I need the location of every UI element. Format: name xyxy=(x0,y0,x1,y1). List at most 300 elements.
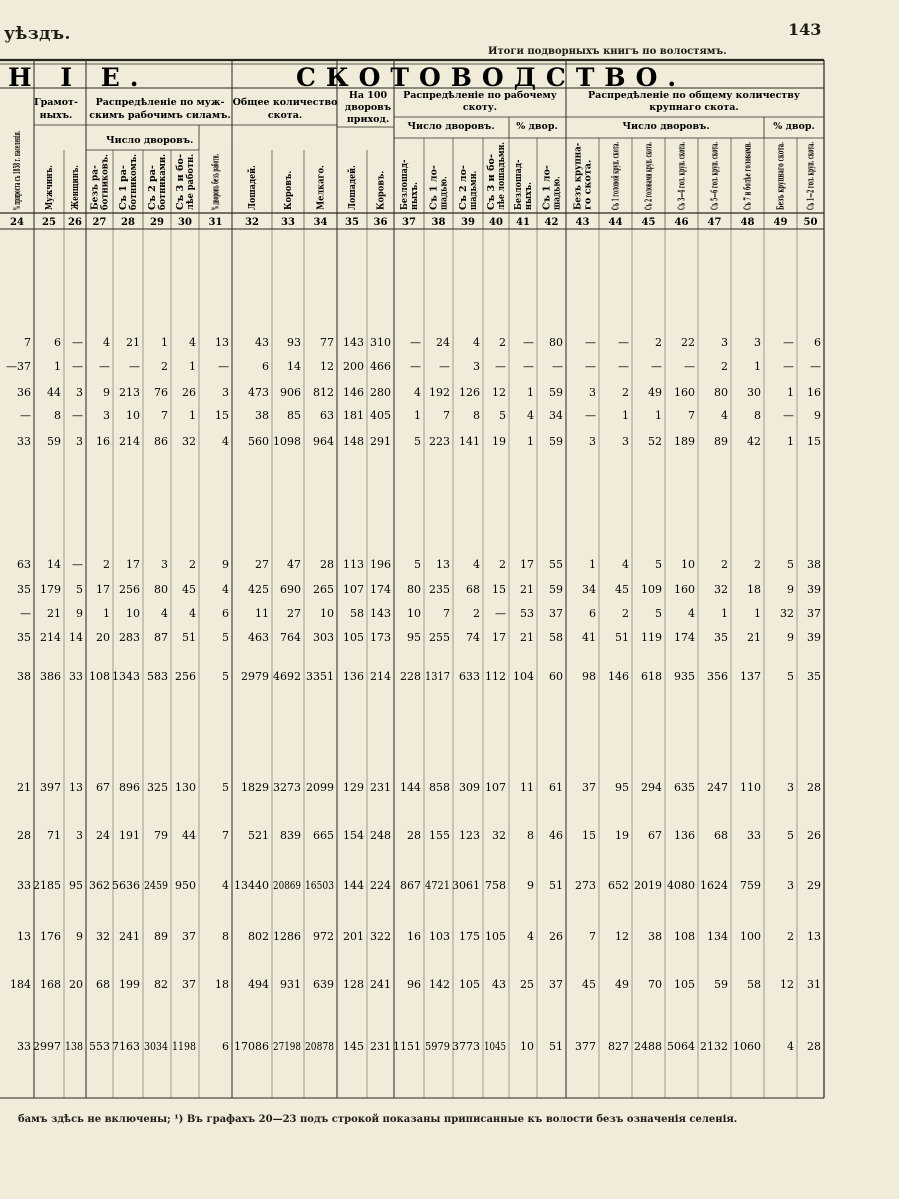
table-cell: 38 xyxy=(807,558,821,571)
table-cell: 3034 xyxy=(144,1040,168,1053)
table-cell: 70 xyxy=(648,978,662,991)
table-cell: 896 xyxy=(119,781,140,794)
table-cell: 5 xyxy=(76,583,83,596)
table-cell: 37 xyxy=(807,607,821,620)
table-cell: 21 xyxy=(747,631,761,644)
table-cell: 386 xyxy=(40,670,61,683)
table-cell: 123 xyxy=(459,829,480,842)
table-cell: 9 xyxy=(787,631,794,644)
table-cell: 214 xyxy=(370,670,391,683)
column-number-47: 47 xyxy=(707,217,722,228)
table-cell: 105 xyxy=(485,930,506,943)
table-cell: 79 xyxy=(154,829,168,842)
table-cell: 13 xyxy=(215,336,229,349)
table-cell: 7 xyxy=(688,409,695,422)
subgroup-work-dvorov: Число дворовъ. xyxy=(407,121,495,132)
table-cell: 322 xyxy=(370,930,391,943)
table-cell: 36 xyxy=(17,386,31,399)
table-cell: — xyxy=(585,360,596,373)
table-cell: 200 xyxy=(343,360,364,373)
group-livestock-l1: Общее количество xyxy=(232,97,338,108)
table-cell: 294 xyxy=(641,781,662,794)
table-cell: 39 xyxy=(807,631,821,644)
table-cell: 2 xyxy=(161,360,168,373)
table-cell: 14 xyxy=(287,360,301,373)
table-cell: 11 xyxy=(520,781,534,794)
table-cell: 33 xyxy=(17,1040,31,1053)
table-cell: 71 xyxy=(47,829,61,842)
table-cell: — xyxy=(618,336,629,349)
table-cell: 15 xyxy=(492,583,506,596)
table-row xyxy=(17,435,821,448)
table-cell: 28 xyxy=(407,829,421,842)
title-right: СКОТОВОДСТВО. xyxy=(296,63,687,92)
table-cell: 12 xyxy=(492,386,506,399)
table-cell: 17086 xyxy=(234,1040,269,1053)
table-cell: 3 xyxy=(103,409,110,422)
column-header-41-part2: ныхъ. xyxy=(524,178,534,210)
table-cell: 12 xyxy=(780,978,794,991)
column-header-50: Съ 1—2 гол. круп. скота. xyxy=(806,80,817,210)
table-cell: — xyxy=(20,607,31,620)
table-cell: 7163 xyxy=(112,1040,140,1053)
column-header-42-part1: Съ 1 ло- xyxy=(542,167,553,210)
group-literate-l2: ныхъ. xyxy=(39,110,73,121)
table-row xyxy=(24,336,821,349)
column-header-27-part1: Безъ ра- xyxy=(90,164,101,210)
group-livestock-l2: скота. xyxy=(267,110,303,121)
table-cell: 59 xyxy=(714,978,728,991)
table-cell: 1 xyxy=(54,360,61,373)
column-number-25: 25 xyxy=(42,217,56,228)
group-per100-l1: На 100 xyxy=(348,90,388,101)
table-cell: 46 xyxy=(549,829,563,842)
table-cell: 5 xyxy=(222,781,229,794)
table-cell: 8 xyxy=(527,829,534,842)
table-cell: 652 xyxy=(608,879,629,892)
table-cell: — xyxy=(523,360,534,373)
column-header-35: Лошадей. xyxy=(348,159,358,210)
column-number-49: 49 xyxy=(773,217,788,228)
table-cell: 87 xyxy=(154,631,168,644)
table-cell: 1 xyxy=(787,435,794,448)
table-cell: 76 xyxy=(154,386,168,399)
table-cell: 82 xyxy=(154,978,168,991)
table-cell: 325 xyxy=(147,781,168,794)
table-cell: 33 xyxy=(69,670,83,683)
table-cell: 28 xyxy=(320,558,334,571)
table-cell: 7 xyxy=(443,607,450,620)
table-cell: 867 xyxy=(400,879,421,892)
table-cell: 13 xyxy=(436,558,450,571)
table-cell: 1098 xyxy=(273,435,301,448)
table-cell: — xyxy=(495,360,506,373)
table-row xyxy=(17,558,821,571)
table-cell: 2 xyxy=(655,336,662,349)
table-cell: 68 xyxy=(714,829,728,842)
table-cell: 137 xyxy=(740,670,761,683)
table-cell: 4 xyxy=(222,583,229,596)
footnote: бамъ здѣсь не включены; ¹) Въ графахъ 20—23 подъ строкой показаны приписанные къ волости безъ означенія селенія. xyxy=(18,1114,738,1125)
table-cell: 17 xyxy=(492,631,506,644)
table-cell: 5 xyxy=(787,829,794,842)
table-row xyxy=(20,409,821,422)
table-cell: 5 xyxy=(222,670,229,683)
table-cell: 5 xyxy=(222,631,229,644)
table-cell: 110 xyxy=(740,781,761,794)
table-cell: 63 xyxy=(17,558,31,571)
table-cell: 4 xyxy=(622,558,629,571)
table-cell: 12 xyxy=(615,930,629,943)
table-cell: 4 xyxy=(688,607,695,620)
table-cell: 494 xyxy=(248,978,269,991)
table-cell: 8 xyxy=(473,409,480,422)
table-cell: 32 xyxy=(96,930,110,943)
table-cell: 95 xyxy=(69,879,83,892)
column-number-34: 34 xyxy=(313,217,328,228)
column-header-43-part1: Безъ крупна- xyxy=(573,139,584,210)
table-cell: 4080 xyxy=(667,879,695,892)
column-number-45: 45 xyxy=(641,217,656,228)
table-cell: 7 xyxy=(24,336,31,349)
table-cell: 59 xyxy=(549,435,563,448)
table-cell: 20878 xyxy=(305,1040,334,1053)
table-cell: 3 xyxy=(622,435,629,448)
table-cell: 14 xyxy=(47,558,61,571)
table-cell: 560 xyxy=(248,435,269,448)
table-cell: 58 xyxy=(747,978,761,991)
table-cell: 3351 xyxy=(306,670,334,683)
table-cell: 758 xyxy=(485,879,506,892)
column-number-31: 31 xyxy=(208,217,223,228)
table-cell: 13440 xyxy=(234,879,269,892)
table-cell: — xyxy=(552,360,563,373)
table-cell: 2 xyxy=(721,558,728,571)
table-cell: 1 xyxy=(754,607,761,620)
table-cell: 126 xyxy=(459,386,480,399)
table-cell: 473 xyxy=(248,386,269,399)
table-cell: 42 xyxy=(747,435,761,448)
table-cell: 1 xyxy=(622,409,629,422)
table-cell: 129 xyxy=(343,781,364,794)
table-cell: 142 xyxy=(429,978,450,991)
table-cell: 223 xyxy=(429,435,450,448)
table-cell: 160 xyxy=(674,583,695,596)
table-cell: 93 xyxy=(287,336,301,349)
table-cell: 950 xyxy=(175,879,196,892)
table-cell: 2185 xyxy=(33,879,61,892)
table-cell: 6 xyxy=(222,607,229,620)
column-number-42: 42 xyxy=(544,217,559,228)
table-cell: 7 xyxy=(589,930,596,943)
table-cell: 7 xyxy=(161,409,168,422)
table-cell: 8 xyxy=(754,409,761,422)
table-cell: 77 xyxy=(320,336,334,349)
table-cell: 858 xyxy=(429,781,450,794)
table-cell: 45 xyxy=(582,978,596,991)
table-cell: — xyxy=(585,409,596,422)
table-cell: 618 xyxy=(641,670,662,683)
table-row xyxy=(17,631,821,644)
table-row xyxy=(17,1040,821,1053)
table-cell: 1151 xyxy=(393,1040,421,1053)
table-cell: 3 xyxy=(787,879,794,892)
table-cell: 256 xyxy=(175,670,196,683)
table-cell: — xyxy=(129,360,140,373)
column-header-34: Мелкаго. xyxy=(316,160,327,210)
column-header-47: Съ 5—6 гол. круп. скота. xyxy=(710,80,721,210)
table-cell: 24 xyxy=(436,336,450,349)
group-literate-l1: Грамот- xyxy=(34,97,78,108)
table-cell: 2488 xyxy=(634,1040,662,1053)
table-row xyxy=(17,930,821,943)
table-cell: 309 xyxy=(459,781,480,794)
table-cell: — xyxy=(410,360,421,373)
table-body xyxy=(6,336,821,1053)
table-cell: 59 xyxy=(549,386,563,399)
table-cell: 61 xyxy=(549,781,563,794)
table-cell: 14 xyxy=(69,631,83,644)
table-cell: 1 xyxy=(589,558,596,571)
column-number-38: 38 xyxy=(431,217,446,228)
table-cell: 972 xyxy=(313,930,334,943)
table-cell: 154 xyxy=(343,829,364,842)
table-cell: 38 xyxy=(255,409,269,422)
table-cell: 7 xyxy=(222,829,229,842)
table-cell: 6 xyxy=(814,336,821,349)
table-cell: 96 xyxy=(407,978,421,991)
table-cell: 3 xyxy=(222,386,229,399)
table-cell: 95 xyxy=(407,631,421,644)
table-cell: 145 xyxy=(343,1040,364,1053)
table-cell: 3 xyxy=(721,336,728,349)
table-cell: 85 xyxy=(287,409,301,422)
table-cell: 839 xyxy=(280,829,301,842)
table-cell: 4 xyxy=(473,336,480,349)
table-cell: — xyxy=(783,360,794,373)
table-cell: 53 xyxy=(520,607,534,620)
table-cell: 134 xyxy=(707,930,728,943)
table-cell: 80 xyxy=(549,336,563,349)
column-header-48: Съ 7 и болѣе головами. xyxy=(743,86,754,210)
table-cell: 28 xyxy=(17,829,31,842)
table-cell: 13 xyxy=(807,930,821,943)
table-cell: 21 xyxy=(520,631,534,644)
column-number-50: 50 xyxy=(803,217,818,228)
column-number-24: 24 xyxy=(10,217,24,228)
table-cell: 1 xyxy=(161,336,168,349)
column-number-35: 35 xyxy=(345,217,359,228)
table-cell: — xyxy=(20,409,31,422)
table-cell: 107 xyxy=(485,781,506,794)
table-cell: 21 xyxy=(17,781,31,794)
table-cell: 1 xyxy=(189,409,196,422)
table-cell: 11 xyxy=(255,607,269,620)
table-cell: 37 xyxy=(582,781,596,794)
table-cell: 9 xyxy=(787,583,794,596)
table-cell: 80 xyxy=(407,583,421,596)
table-cell: — xyxy=(523,336,534,349)
table-cell: 8 xyxy=(222,930,229,943)
table-cell: 241 xyxy=(119,930,140,943)
table-cell: 4 xyxy=(189,336,196,349)
table-cell: 241 xyxy=(370,978,391,991)
table-cell: 3 xyxy=(76,435,83,448)
table-cell: 1 xyxy=(721,607,728,620)
table-cell: 143 xyxy=(343,336,364,349)
table-cell: 463 xyxy=(248,631,269,644)
table-cell: — xyxy=(99,360,110,373)
table-cell: 466 xyxy=(370,360,391,373)
table-cell: 130 xyxy=(175,781,196,794)
table-cell: 3 xyxy=(787,781,794,794)
column-header-28-part1: Съ 1 ра- xyxy=(119,167,129,210)
table-cell: 34 xyxy=(582,583,596,596)
page-number: 143 xyxy=(788,20,822,39)
table-cell: 2 xyxy=(787,930,794,943)
table-cell: 228 xyxy=(400,670,421,683)
table-cell: 1 xyxy=(655,409,662,422)
table-cell: 4 xyxy=(527,930,534,943)
table-cell: 231 xyxy=(370,781,391,794)
table-cell: 28 xyxy=(807,1040,821,1053)
table-cell: 3 xyxy=(473,360,480,373)
table-cell: 639 xyxy=(313,978,334,991)
table-cell: 18 xyxy=(747,583,761,596)
table-cell: 906 xyxy=(280,386,301,399)
table-cell: 248 xyxy=(370,829,391,842)
table-cell: — xyxy=(72,409,83,422)
table-cell: 17 xyxy=(520,558,534,571)
table-cell: 291 xyxy=(370,435,391,448)
column-number-29: 29 xyxy=(150,217,164,228)
column-header-44: Съ 1 головой круп. скота. xyxy=(611,73,622,210)
table-cell: 63 xyxy=(320,409,334,422)
table-cell: 35 xyxy=(17,631,31,644)
table-cell: 18 xyxy=(215,978,229,991)
table-cell: 5064 xyxy=(667,1040,695,1053)
column-header-27-part2: ботниковъ. xyxy=(100,150,111,210)
table-cell: 5 xyxy=(414,435,421,448)
table-cell: 47 xyxy=(287,558,301,571)
group-bigstock-l1: Распредѣленіе по общему количеству xyxy=(588,90,800,101)
table-cell: 2997 xyxy=(33,1040,61,1053)
subgroup-big-pct: % двор. xyxy=(773,121,815,132)
table-cell: 37 xyxy=(549,978,563,991)
table-cell: 26 xyxy=(549,930,563,943)
table-cell: 1045 xyxy=(484,1040,506,1053)
group-bigstock-l2: крупнаго скота. xyxy=(649,102,739,113)
table-cell: 45 xyxy=(615,583,629,596)
header-left: уѣздъ. xyxy=(4,24,71,44)
table-cell: 196 xyxy=(370,558,391,571)
table-cell: 3 xyxy=(589,435,596,448)
table-cell: 143 xyxy=(370,607,391,620)
table-cell: 104 xyxy=(513,670,534,683)
table-cell: 2459 xyxy=(144,879,168,892)
table-row xyxy=(17,583,821,596)
table-cell: 224 xyxy=(370,879,391,892)
table-cell: 6 xyxy=(262,360,269,373)
column-header-40-part1: Съ 3 и бо- xyxy=(487,157,497,210)
table-cell: 405 xyxy=(370,409,391,422)
group-workers-l1: Распредѣленіе по муж- xyxy=(95,97,225,108)
table-cell: 521 xyxy=(248,829,269,842)
table-cell: 1343 xyxy=(112,670,140,683)
column-header-42-part2: шадью. xyxy=(552,170,563,210)
column-header-46: Съ 3—4 гол. круп. скота. xyxy=(677,80,688,210)
table-cell: 2 xyxy=(103,558,110,571)
table-cell: 55 xyxy=(549,558,563,571)
group-per100-l2: дворовъ xyxy=(344,102,392,113)
table-cell: 6 xyxy=(54,336,61,349)
table-row xyxy=(6,360,821,373)
table-cell: 191 xyxy=(119,829,140,842)
column-number-43: 43 xyxy=(575,217,590,228)
column-header-30-part2: лѣе работн. xyxy=(186,149,196,210)
table-cell: — xyxy=(618,360,629,373)
table-cell: 119 xyxy=(641,631,662,644)
table-cell: 60 xyxy=(549,670,563,683)
table-cell: 5 xyxy=(787,558,794,571)
table-cell: 2099 xyxy=(306,781,334,794)
table-cell: 27198 xyxy=(273,1040,301,1053)
table-cell: 20 xyxy=(96,631,110,644)
table-cell: 19 xyxy=(615,829,629,842)
table-cell: 9 xyxy=(76,930,83,943)
table-cell: 17 xyxy=(96,583,110,596)
table-cell: 192 xyxy=(429,386,450,399)
table-cell: 105 xyxy=(459,978,480,991)
column-number-33: 33 xyxy=(281,217,295,228)
table-cell: 175 xyxy=(459,930,480,943)
table-cell: 2132 xyxy=(700,1040,728,1053)
table-cell: 377 xyxy=(575,1040,596,1053)
table-cell: 146 xyxy=(343,386,364,399)
column-header-29-part2: ботниками. xyxy=(158,149,168,210)
table-cell: 16 xyxy=(807,386,821,399)
table-cell: 37 xyxy=(182,930,196,943)
table-cell: 1 xyxy=(527,435,534,448)
table-cell: 189 xyxy=(674,435,695,448)
table-cell: 136 xyxy=(343,670,364,683)
table-cell: 17 xyxy=(126,558,140,571)
column-number-32: 32 xyxy=(245,217,259,228)
column-header-28-part2: ботникомъ. xyxy=(129,148,139,210)
table-cell: 2 xyxy=(473,607,480,620)
table-cell: 43 xyxy=(255,336,269,349)
column-number-26: 26 xyxy=(68,217,82,228)
table-cell: — xyxy=(585,336,596,349)
header-subtitle: Итоги подворныхъ книгъ по волостямъ. xyxy=(488,46,727,57)
table-row xyxy=(17,781,821,794)
group-per100-l3: приход. xyxy=(346,114,390,125)
table-cell: 583 xyxy=(147,670,168,683)
table-cell: 20869 xyxy=(273,879,301,892)
table-cell: 51 xyxy=(549,879,563,892)
table-cell: 4 xyxy=(473,558,480,571)
table-cell: 35 xyxy=(714,631,728,644)
table-cell: 24 xyxy=(96,829,110,842)
subgroup-work-pct: % двор. xyxy=(516,121,558,132)
table-cell: 362 xyxy=(89,879,110,892)
table-cell: 37 xyxy=(182,978,196,991)
table-cell: 827 xyxy=(608,1040,629,1053)
table-cell: 179 xyxy=(40,583,61,596)
table-cell: 128 xyxy=(343,978,364,991)
group-workstock-l1: Распредѣленіе по рабочему xyxy=(403,90,557,101)
table-cell: 235 xyxy=(429,583,450,596)
